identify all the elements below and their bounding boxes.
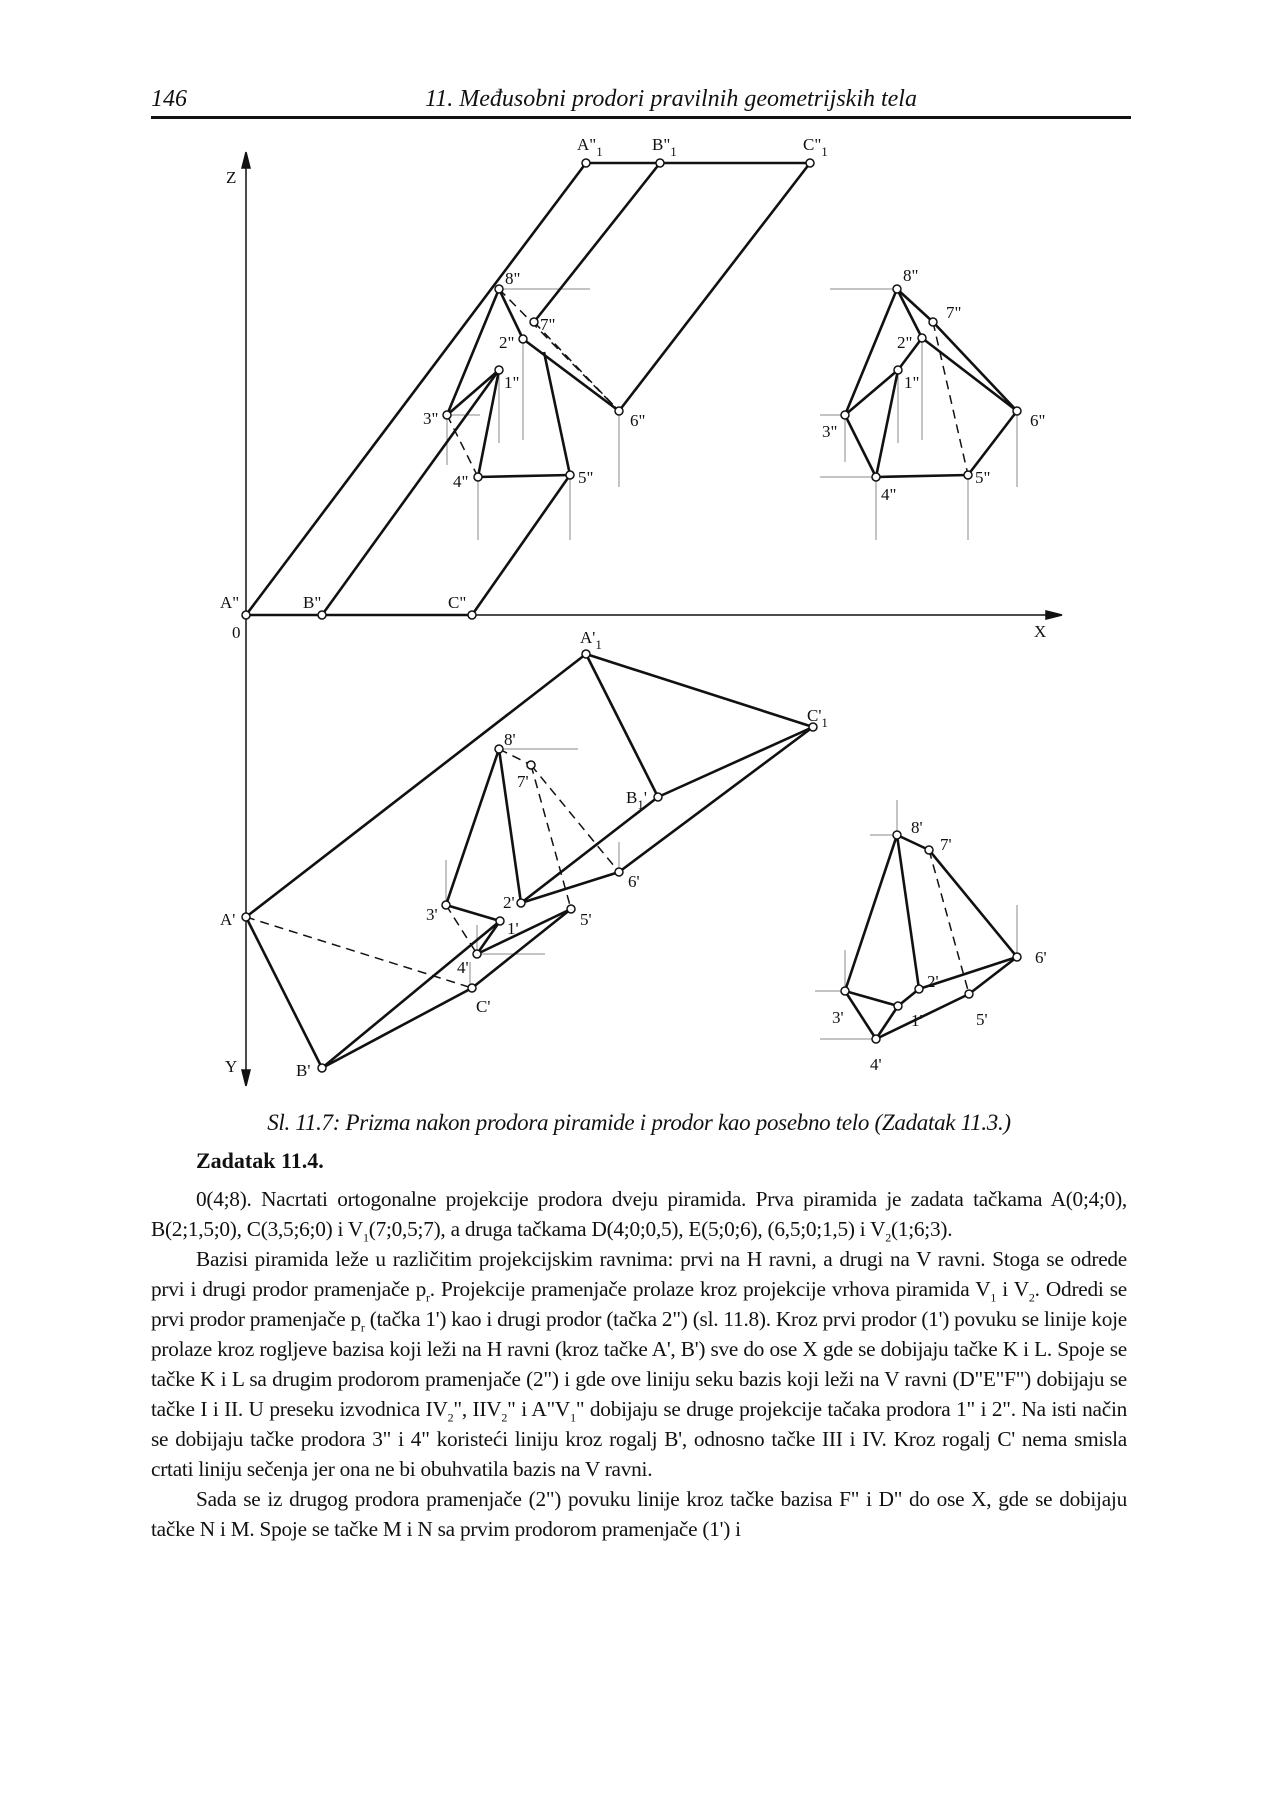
chapter-title: 11. Međusobni prodori pravilnih geometrijskih tela	[425, 86, 917, 112]
subscript: 2	[885, 1230, 891, 1245]
point-marker	[894, 1002, 902, 1010]
hidden-edge	[246, 917, 472, 988]
label-subscript: 1	[595, 637, 602, 652]
label-text: 6"	[630, 411, 646, 430]
x-axis-label: X	[1034, 622, 1047, 641]
edge	[534, 163, 660, 322]
point-label-p4h	[870, 1055, 882, 1074]
label-text: 5'	[580, 910, 592, 929]
point-label-p8v	[505, 269, 520, 288]
point-marker	[566, 471, 574, 479]
labels	[220, 135, 1047, 1080]
point-marker	[318, 611, 326, 619]
point-marker	[473, 950, 481, 958]
point-marker	[582, 650, 590, 658]
label-text: 7'	[517, 772, 529, 791]
point-marker	[806, 159, 814, 167]
point-label-p6h	[628, 872, 640, 891]
origin-label: 0	[232, 623, 241, 642]
point-label-p5h	[976, 1010, 988, 1029]
label-text: C'	[807, 706, 822, 725]
subscript: r	[425, 1290, 430, 1305]
label-subscript: 1	[637, 797, 644, 812]
edge	[929, 850, 1017, 957]
label-text: 1'	[911, 1011, 923, 1030]
point-marker	[964, 471, 972, 479]
point-marker	[582, 159, 590, 167]
point-label-p7v	[946, 303, 961, 322]
point-label-p3v	[822, 422, 837, 441]
point-marker	[894, 366, 902, 374]
edge	[478, 475, 570, 477]
point-marker	[318, 1064, 326, 1072]
label-text: 2'	[927, 972, 939, 991]
hidden-edge	[933, 322, 968, 475]
point-label-p2v	[897, 333, 912, 352]
edge	[246, 163, 586, 615]
point-label-p1h	[911, 1011, 923, 1030]
point-marker	[841, 987, 849, 995]
point-marker	[654, 793, 662, 801]
point-marker	[495, 285, 503, 293]
point-label-p5h	[580, 910, 592, 929]
point-marker	[925, 846, 933, 854]
figure-caption: Sl. 11.7: Prizma nakon prodora piramide i prodor kao posebno telo (Zadatak 11.3.)	[267, 1110, 1011, 1135]
point-marker	[468, 611, 476, 619]
label-subscript: 1	[821, 144, 828, 159]
text-run: " dobijaju se druge projekcije tačaka prodora 1" i 2". Na isti način se dobijaju tačke prodora 3" i 4" koristeći liniju kroz rogalj B', odnosno tačke III i IV. Kroz rogalj C' nema smisla crtati liniju sečenja jer ona ne bi obuhvatila bazis na V ravni.	[151, 1397, 1128, 1481]
body-text	[151, 1184, 1127, 1544]
point-marker	[474, 473, 482, 481]
point-marker	[519, 335, 527, 343]
label-text: 5'	[976, 1010, 988, 1029]
label-text: 4'	[457, 958, 469, 977]
label-text: C"	[803, 135, 822, 154]
point-label-p3h	[426, 905, 438, 924]
point-label-A12	[577, 135, 603, 159]
point-label-B2	[303, 593, 321, 612]
label-text: 5"	[975, 468, 991, 487]
point-label-p3v	[423, 409, 438, 428]
point-label-p7h	[517, 772, 529, 791]
edge	[845, 289, 897, 415]
point-marker	[527, 761, 535, 769]
subscript: 1	[570, 1410, 576, 1425]
edge	[897, 835, 919, 989]
point-marker	[495, 745, 503, 753]
z-axis-label: Z	[226, 168, 237, 187]
point-label-p7h	[940, 835, 952, 854]
point-label-p7v	[540, 315, 555, 334]
text-run: Bazisi piramida leže u različitim projekcijskim ravnima: prvi na H ravni, a drugi na V ravni. Stoga se odrede prvi i drugi prodor pramenjače p	[151, 1247, 1127, 1301]
edge	[968, 411, 1017, 475]
edge	[447, 289, 499, 415]
point-marker	[517, 899, 525, 907]
label-text: B	[626, 788, 638, 807]
label-text: 6'	[628, 872, 640, 891]
hidden-edge	[499, 749, 531, 765]
label-text: 6"	[1030, 411, 1046, 430]
point-label-p5v	[975, 468, 990, 487]
label-subscript: 1	[596, 144, 603, 159]
label-text: 8"	[505, 269, 521, 288]
label-text: B'	[296, 1061, 311, 1080]
hidden-edge	[531, 765, 571, 909]
point-label-C1	[476, 997, 490, 1016]
edge	[619, 163, 810, 411]
label-text: C"	[448, 593, 467, 612]
text-run: i V	[996, 1277, 1029, 1301]
point-marker	[929, 318, 937, 326]
edge	[523, 339, 619, 411]
edge	[876, 475, 968, 477]
point-marker	[496, 917, 504, 925]
point-label-p6v	[1030, 411, 1045, 430]
point-marker	[567, 905, 575, 913]
point-label-p1h	[507, 919, 519, 938]
text-run: . Projekcije pramenjače prolaze kroz projekcije vrhova piramida V	[429, 1277, 991, 1301]
point-marker	[872, 473, 880, 481]
point-label-p1v	[904, 373, 919, 392]
point-label-p4v	[453, 472, 468, 491]
edge	[619, 727, 813, 872]
point-marker	[872, 1035, 880, 1043]
label-text: B"	[303, 593, 322, 612]
point-label-p8h	[911, 818, 923, 837]
label-text: C'	[476, 997, 491, 1016]
label-text: 3'	[426, 905, 438, 924]
label-text: 1"	[504, 373, 520, 392]
label-text: 6'	[1035, 948, 1047, 967]
label-text: 8"	[903, 266, 919, 285]
point-label-A2	[220, 593, 239, 612]
point-marker	[615, 868, 623, 876]
label-text: A'	[220, 910, 236, 929]
label-text: 7"	[540, 315, 556, 334]
edge	[897, 289, 933, 322]
point-label-B1	[296, 1061, 310, 1080]
y-axis-label: Y	[225, 1057, 238, 1076]
hidden-edges	[246, 289, 969, 994]
point-label-p6v	[630, 411, 645, 430]
hidden-edge	[447, 415, 478, 477]
edge	[322, 370, 499, 615]
label-text: A"	[220, 593, 240, 612]
label-subscript: 1	[670, 144, 677, 159]
point-label-p8h	[504, 730, 516, 749]
edge	[897, 289, 922, 338]
point-label-A11	[580, 628, 602, 652]
point-label-p4v	[881, 485, 896, 504]
point-label-p6h	[1035, 948, 1047, 967]
edge	[586, 654, 658, 797]
z-arrow-icon	[242, 152, 250, 168]
text-run: (7;0,5;7), a druga tačkama D(4;0;0,5), E(5;0;6), (6,5;0;1,5) i V	[368, 1217, 886, 1241]
point-label-p1v	[504, 373, 519, 392]
label-text: 3"	[423, 409, 439, 428]
edge	[322, 988, 472, 1068]
y-arrow-icon	[242, 1070, 250, 1086]
text-run: (tačka 1') kao i drugi prodor (tačka 2") (sl. 11.8). Kroz prvi prodor (1') povuku se linije koje prolaze kroz rogljeve bazisa koji leži na H ravni (kroz tačke A', B') sve do ose X gde se dobijaju tačke K i L. Spoje se tačke K i L sa drugim prodorom pramenjače (2") i gde ove liniju seku bazis koji leži na V ravni (D"E"F") dobijaju se tačke I i II. U preseku izvodnica IV	[151, 1307, 1127, 1421]
point-label-p8v	[903, 266, 918, 285]
point-label-B12	[652, 135, 677, 159]
subscript: 1	[990, 1290, 997, 1305]
edge	[521, 872, 619, 903]
x-arrow-icon	[1046, 611, 1062, 619]
edge	[897, 835, 929, 850]
point-marker	[1013, 407, 1021, 415]
text-run: (1;6;3).	[891, 1217, 953, 1241]
point-marker	[656, 159, 664, 167]
label-text: 5"	[578, 468, 594, 487]
edge	[969, 957, 1017, 994]
point-label-B11	[626, 788, 647, 812]
edge	[845, 835, 897, 991]
point-marker	[915, 985, 923, 993]
label-text: 2"	[897, 333, 913, 352]
page-number: 146	[151, 86, 187, 112]
point-marker	[242, 913, 250, 921]
edge	[586, 654, 813, 727]
point-marker	[918, 334, 926, 342]
point-label-p3h	[832, 1008, 844, 1027]
label-text: A'	[580, 628, 596, 647]
label-text: 8'	[504, 730, 516, 749]
edge	[499, 289, 523, 339]
point-label-C2	[448, 593, 466, 612]
label-text: 2"	[499, 333, 515, 352]
task-title: Zadatak 11.4.	[196, 1148, 324, 1173]
text-run: ", IIV	[453, 1397, 502, 1421]
point-marker	[893, 831, 901, 839]
label-text: 8'	[911, 818, 923, 837]
edge	[246, 654, 586, 917]
subscript: 1	[363, 1230, 369, 1245]
paragraph	[151, 1244, 1127, 1484]
edge	[246, 917, 322, 1068]
edge	[933, 322, 1017, 411]
point-label-p2v	[499, 333, 514, 352]
edge	[922, 338, 1017, 411]
subscript: 2	[1028, 1290, 1035, 1305]
text-run: Sada se iz drugog prodora pramenjače (2") povuku linije kroz tačke bazisa F" i D" do ose X, gde se dobijaju tačke N i M. Spoje se tačke M i N sa prvim prodorom pramenjače (1') i	[151, 1487, 1127, 1541]
point-label-p2h	[503, 893, 515, 912]
label-text: 4"	[881, 485, 897, 504]
label-text: B"	[652, 135, 671, 154]
label-text: 1"	[904, 373, 920, 392]
subscript: 2	[447, 1410, 454, 1425]
point-marker	[443, 411, 451, 419]
point-marker	[615, 407, 623, 415]
label-text: 4"	[453, 472, 469, 491]
point-marker	[242, 611, 250, 619]
label-text: 1'	[507, 919, 519, 938]
subscript: 2	[501, 1410, 508, 1425]
label-text: 3'	[832, 1008, 844, 1027]
label-text: 4'	[870, 1055, 882, 1074]
subscript: r	[360, 1320, 365, 1335]
text-run: . Odredi se prvi prodor pramenjače p	[151, 1277, 1128, 1331]
label-text: 7"	[946, 303, 962, 322]
point-label-p5v	[578, 468, 593, 487]
paragraph	[151, 1184, 1127, 1244]
point-label-C12	[803, 135, 828, 159]
label-text: 7'	[940, 835, 952, 854]
text-run: " i A"V	[507, 1397, 571, 1421]
text-run: 0(4;8). Nacrtati ortogonalne projekcije prodora dveju piramida. Prva piramida je zadata tačkama A(0;4;0), B(2;1,5;0), C(3,5;6;0) i V	[151, 1187, 1127, 1241]
label-subscript: 1	[821, 715, 828, 730]
label-text: 3"	[822, 422, 838, 441]
label-text: A"	[577, 135, 597, 154]
point-marker	[893, 285, 901, 293]
point-marker	[530, 318, 538, 326]
label-text: 2'	[503, 893, 515, 912]
edge	[446, 749, 499, 905]
hidden-edge	[531, 765, 619, 872]
point-marker	[468, 984, 476, 992]
point-label-p2h	[927, 972, 939, 991]
point-label-p4h	[457, 958, 469, 977]
point-label-A1	[220, 910, 235, 929]
point-marker	[442, 901, 450, 909]
point-marker	[841, 411, 849, 419]
edge	[322, 921, 500, 1068]
paragraph	[151, 1484, 1127, 1544]
point-marker	[965, 990, 973, 998]
edge	[845, 415, 876, 477]
point-marker	[1013, 953, 1021, 961]
label-prime: '	[643, 788, 647, 807]
edge	[472, 475, 570, 615]
axes	[242, 152, 1062, 1086]
point-marker	[495, 366, 503, 374]
